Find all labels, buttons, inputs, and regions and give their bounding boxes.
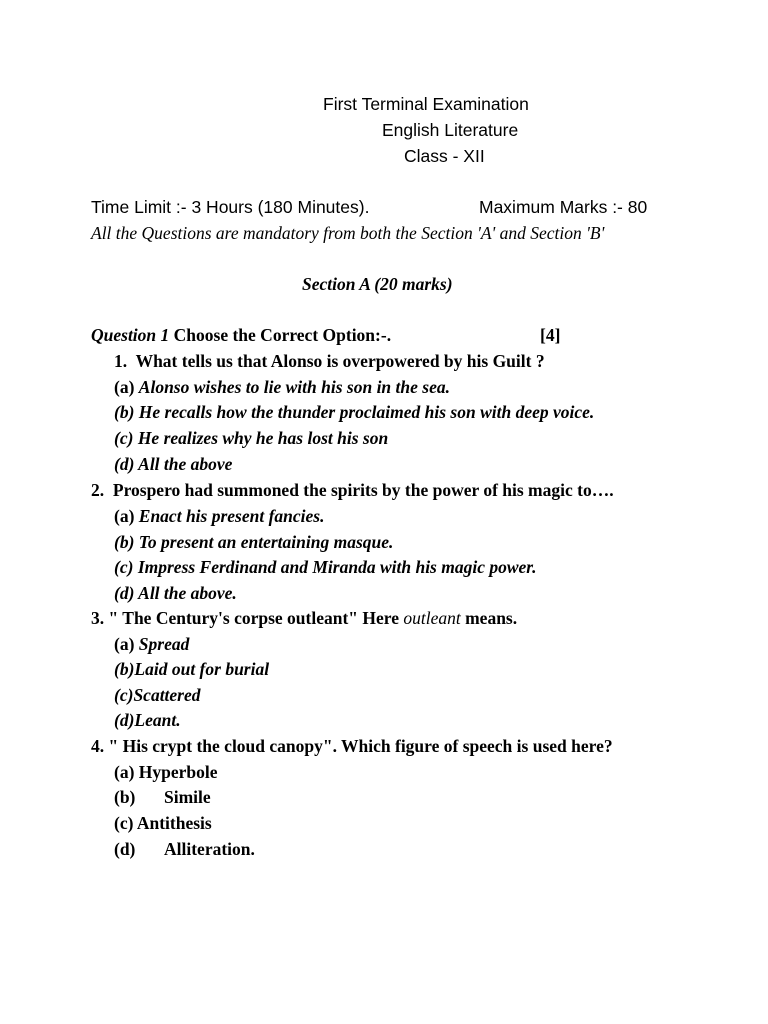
- question-1-heading: [91, 325, 391, 346]
- option-q4-b: (b) Simile: [114, 787, 211, 807]
- option-q2-b: (b) To present an entertaining masque.: [114, 532, 394, 552]
- maximum-marks: Maximum Marks :- 80: [479, 197, 648, 217]
- option-q3-c: (c)Scattered: [114, 685, 201, 705]
- instruction-text: All the Questions are mandatory from both the Section 'A' and Section 'B': [91, 223, 605, 243]
- question-number: 2.: [91, 480, 105, 500]
- question-item-1: [114, 351, 545, 372]
- question-1-marks: [4]: [540, 325, 561, 345]
- question-text: Prospero had summoned the spirits by the power of his magic to….: [112, 480, 614, 500]
- option-q2-d: (d) All the above.: [114, 583, 237, 603]
- exam-subject: English Literature: [382, 120, 519, 140]
- option-q4-a: (a) Hyperbole: [114, 762, 218, 782]
- option-q1-d: (d) All the above: [114, 454, 233, 474]
- option-q2-c: (c) Impress Ferdinand and Miranda with his magic power.: [114, 557, 537, 577]
- option-q3-d: (d)Leant.: [114, 710, 181, 730]
- question-instruction: Choose the Correct Option:-.: [173, 325, 392, 345]
- section-a-heading: Section A (20 marks): [302, 274, 453, 294]
- option-q1-b: (b) He recalls how the thunder proclaimed his son with deep voice.: [114, 402, 595, 422]
- question-item-4: [91, 736, 613, 757]
- question-emphasis: outleant: [403, 608, 461, 628]
- option-q1-c: (c) He realizes why he has lost his son: [114, 428, 389, 448]
- question-label: Question 1: [91, 325, 170, 345]
- question-number: 3.: [91, 608, 105, 628]
- time-limit: Time Limit :- 3 Hours (180 Minutes).: [91, 197, 370, 217]
- exam-title: First Terminal Examination: [323, 94, 529, 114]
- option-q3-b: (b)Laid out for burial: [114, 659, 270, 679]
- exam-class: Class - XII: [404, 146, 485, 166]
- option-q2-a: (a) Enact his present fancies.: [114, 506, 325, 526]
- question-text: What tells us that Alonso is overpowered by his Guilt ?: [135, 351, 545, 371]
- question-item-3: [91, 608, 517, 629]
- question-number: 4.: [91, 736, 105, 756]
- option-q1-a: (a) Alonso wishes to lie with his son in the sea.: [114, 377, 450, 397]
- question-text: " The Century's corpse outleant" Here: [108, 608, 399, 628]
- option-q3-a: (a) Spread: [114, 634, 190, 654]
- question-text-end: means.: [465, 608, 518, 628]
- option-q4-d: (d) Alliteration.: [114, 839, 255, 859]
- question-number: 1.: [114, 351, 128, 371]
- question-text: " His crypt the cloud canopy". Which figure of speech is used here?: [108, 736, 613, 756]
- question-item-2: [91, 480, 614, 501]
- option-q4-c: (c) Antithesis: [114, 813, 212, 833]
